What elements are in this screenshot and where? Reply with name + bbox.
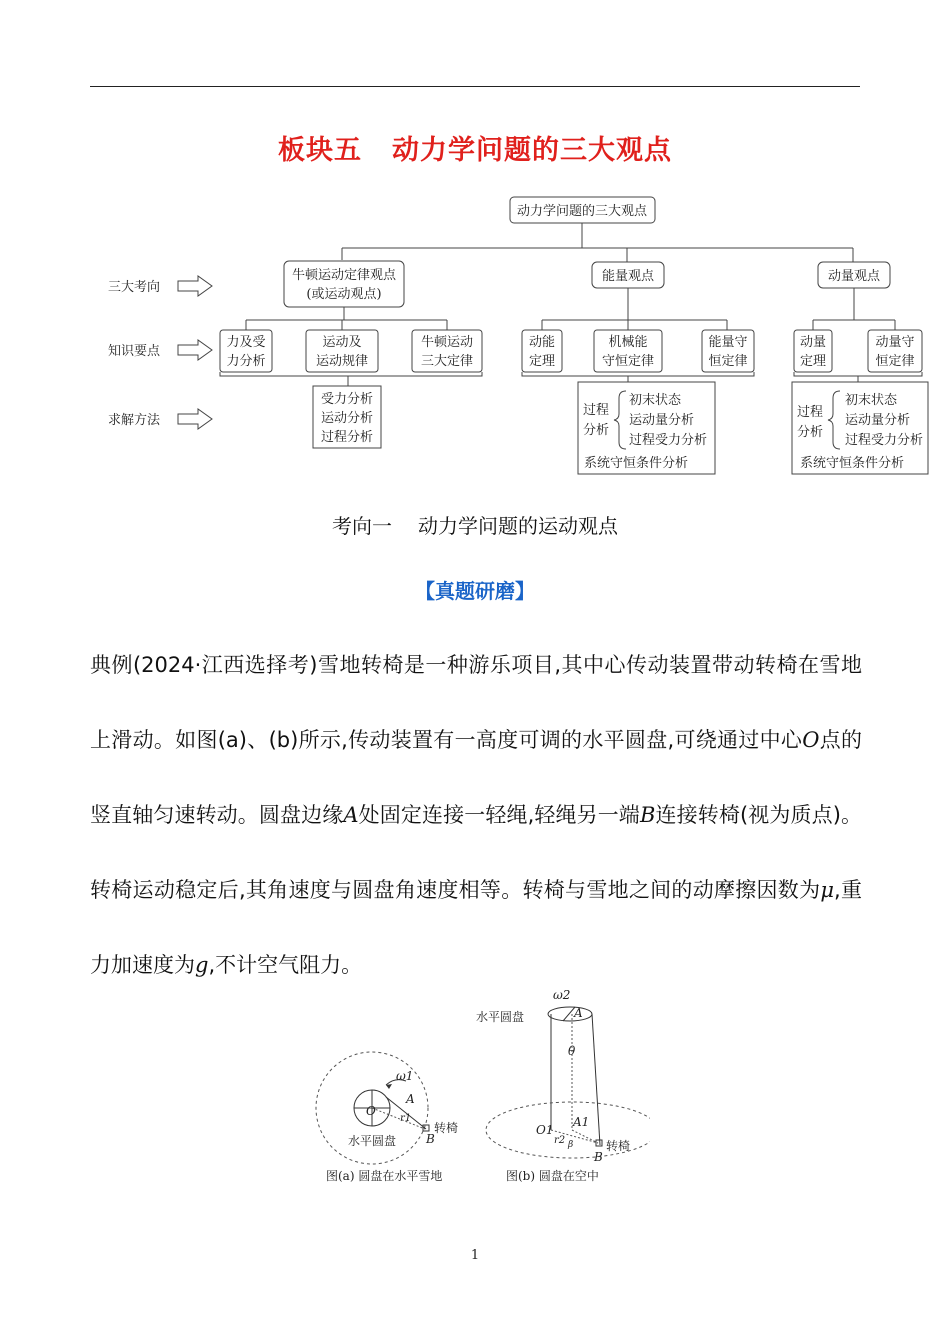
point-text: 动能: [528, 335, 556, 350]
svg-text:转椅: 转椅: [606, 1139, 631, 1153]
point-text: 恒定律: [875, 354, 915, 369]
method-text: 运动量分析: [845, 413, 911, 428]
point-text: 动量: [799, 335, 827, 350]
point-text: 运动规律: [315, 354, 369, 369]
svg-text:A: A: [406, 1092, 415, 1106]
method-text: 运动量分析: [629, 413, 695, 428]
branch-newton-title: 牛顿运动定律观点: [291, 268, 397, 283]
method-text: 受力分析: [320, 392, 374, 407]
point-text: 定理: [528, 354, 556, 369]
row-label-directions: 三大考向: [108, 280, 161, 295]
var-g: g: [195, 953, 209, 977]
svg-text:A1: A1: [573, 1115, 590, 1129]
point-text: 牛顿运动: [420, 335, 474, 350]
method-text: 运动分析: [320, 411, 374, 426]
point-text: 守恒定律: [601, 354, 655, 369]
svg-text:B: B: [426, 1132, 435, 1146]
page-number: 1: [470, 1248, 480, 1263]
var-B: B: [639, 803, 656, 827]
problem-paragraph: 典例(2024·江西选择考)雪地转椅是一种游乐项目,其中心传动装置带动转椅在雪地上滑动。如图(a)、(b)所示,传动装置有一高度可调的水平圆盘,可绕通过中心O点的竖直轴匀速转动。圆盘边缘A处固定连接一轻绳,轻绳另一端B连接转椅(视为质点)。转椅运动稳定后,其角速度与圆盘角速度相等。转椅与雪地之间的动摩擦因数为μ,重力加速度为g,不计空气阻力。: [90, 653, 863, 977]
svg-text:B: B: [594, 1150, 603, 1164]
page-title: 板块五 动力学问题的三大观点: [278, 135, 672, 166]
method-text: 初末状态: [845, 393, 898, 408]
point-text: 动量守: [875, 335, 915, 350]
svg-text:ω1: ω1: [396, 1069, 414, 1083]
research-header: 【真题研磨】: [415, 579, 535, 603]
method-text: 分析: [582, 423, 610, 438]
point-text: 力及受: [226, 335, 266, 350]
figure-a: [316, 1052, 458, 1183]
svg-text:A: A: [574, 1006, 583, 1020]
svg-text:转椅: 转椅: [434, 1121, 459, 1135]
var-O: O: [802, 728, 820, 752]
svg-text:图(b) 圆盘在空中: 图(b) 圆盘在空中: [506, 1169, 599, 1183]
var-mu: μ: [820, 878, 835, 902]
branch-momentum-title: 动量观点: [827, 269, 881, 284]
svg-text:ω2: ω2: [553, 988, 571, 1002]
point-text: 定理: [799, 354, 827, 369]
arrow-icon: [178, 276, 212, 429]
svg-text:O: O: [366, 1104, 376, 1118]
top-rule: [90, 86, 860, 87]
branch-energy-title: 能量观点: [601, 269, 655, 284]
method-text: 系统守恒条件分析: [800, 456, 905, 471]
problem-figures: [310, 985, 650, 1190]
method-text: 过程: [582, 403, 610, 418]
mindmap-root: 动力学问题的三大观点: [516, 204, 648, 219]
svg-text:r1: r1: [400, 1113, 412, 1124]
svg-text:O1: O1: [536, 1123, 554, 1137]
var-A: A: [343, 803, 359, 827]
point-text: 三大定律: [420, 354, 474, 369]
point-text: 机械能: [608, 335, 648, 350]
point-text: 恒定律: [708, 354, 748, 369]
method-text: 系统守恒条件分析: [584, 456, 689, 471]
method-text: 过程受力分析: [629, 433, 708, 448]
point-text: 运动及: [322, 335, 362, 350]
method-text: 过程分析: [320, 430, 374, 445]
row-label-methods: 求解方法: [108, 413, 161, 428]
method-text: 过程受力分析: [845, 433, 924, 448]
row-label-points: 知识要点: [108, 344, 161, 359]
svg-text:水平圆盘: 水平圆盘: [348, 1134, 397, 1148]
svg-text:θ: θ: [568, 1044, 576, 1058]
point-text: 力分析: [226, 354, 266, 369]
svg-text:水平圆盘: 水平圆盘: [476, 1010, 525, 1024]
svg-text:r2: r2: [554, 1135, 566, 1146]
mindmap-chart: [100, 190, 940, 480]
svg-text:图(a) 圆盘在水平雪地: 图(a) 圆盘在水平雪地: [326, 1169, 443, 1183]
method-text: 过程: [796, 405, 824, 420]
section-heading: 考向一 动力学问题的运动观点: [332, 514, 618, 538]
point-text: 能量守: [708, 335, 748, 350]
branch-newton-subtitle: (或运动观点): [306, 287, 382, 302]
method-text: 分析: [796, 425, 824, 440]
method-text: 初末状态: [629, 393, 682, 408]
figure-b: [476, 988, 650, 1183]
svg-text:β: β: [568, 1140, 574, 1150]
